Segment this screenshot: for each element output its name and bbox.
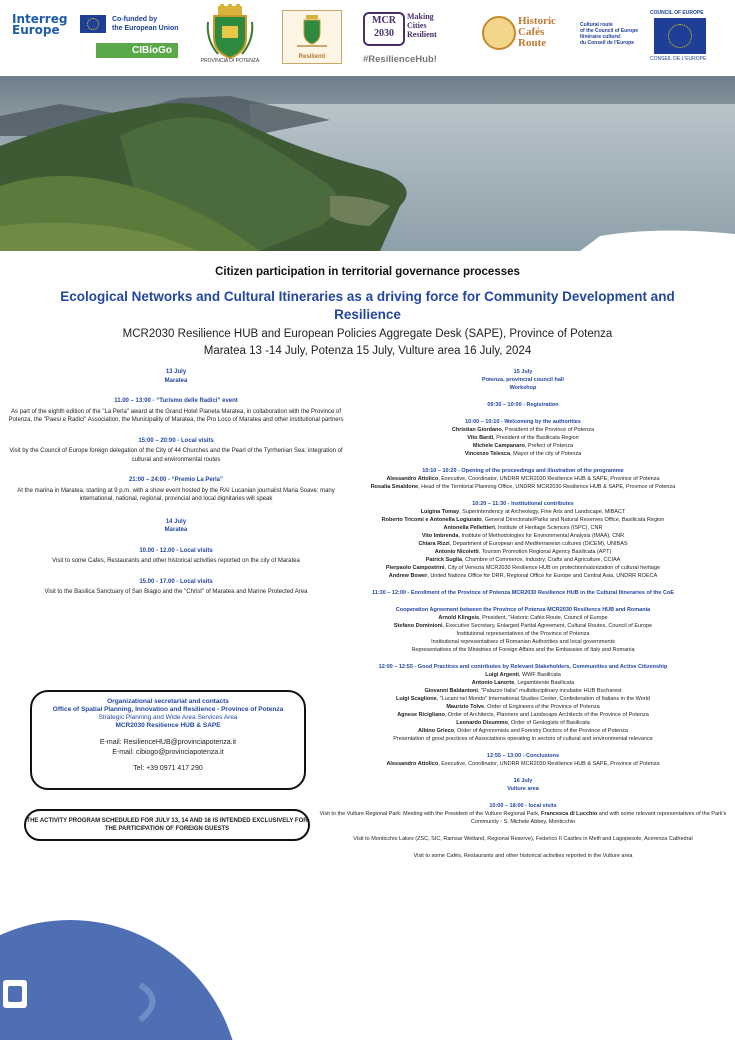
speaker-role: , President, "Historic Cafés Route, Council of Europe: [479, 615, 608, 621]
speaker-name: Christian Giordano: [451, 427, 502, 433]
contact-phone[interactable]: Tel: +39 0971 417 290: [133, 765, 203, 772]
speaker-name: Michele Campanaro: [472, 443, 525, 449]
slot-description: As part of the eighth edition of the "La Perla" award at the Grand Hotel Pianeta Maratea, in collaboration with the Province of Potenza, the "Paesi e Radici" Association, the Municipality of Maratea, the Pro Loco of Maratea and other institutional partners: [8, 408, 344, 423]
right-program-column: [316, 368, 730, 860]
speaker-name: Leonardo Disummo: [456, 720, 508, 726]
speaker-role: , Tourism Promotion Regional Agency Basilicata (APT): [478, 549, 612, 555]
speaker-name: Antonella Pellettieri: [443, 525, 495, 531]
slot-description: Visit by the Council of Europe foreign delegation of the City of 44 Churches and the Pearl of the Tyrrhenian Sea: integration of cultural and environmental routes: [9, 448, 343, 463]
eu-flag-icon: [80, 15, 106, 33]
speaker-role: , Prefect of Potenza: [524, 443, 574, 449]
speaker-role: , Executive, Coordinator, UNDRR MCR2030 Resilience HUB & SAPE, Province of Potenza: [438, 761, 660, 767]
speaker-name: Agnese Ricigliano: [397, 712, 445, 718]
enrollment-line: Institutional representatives of the Province of Potenza: [456, 631, 590, 637]
speaker-role: , Mayor of the city of Potenza: [510, 451, 582, 457]
speaker-role: , Order of Geologists of Basilicata: [507, 720, 590, 726]
speaker-line: [316, 703, 730, 711]
event-title: Ecological Networks and Cultural Itineraries as a driving force for Community Development and Resilience: [60, 289, 675, 322]
speaker-role: , City of Venezia MCR2030 Resilience HUB on protection/valorization of cultural heritage: [444, 565, 661, 571]
speaker-role: , Legambiente Basilicata: [514, 680, 575, 686]
left-program-column: [8, 368, 344, 597]
speaker-role: , Head of the Territorial Planning Office, UNDRR MCR2030 Resilience HUB & SAPE, Province of Potenza: [418, 484, 676, 490]
day-16-heading: 16 July Vulture area: [507, 778, 539, 792]
speaker-name: Vito Imbrenda: [421, 533, 459, 539]
europe-word: Europe: [12, 23, 60, 37]
speaker-name: Stefano Dominioni: [393, 623, 443, 629]
good-practice-line: Presentation of good practices of Associations operating in sectors of cultural and environmental relevance: [393, 736, 653, 742]
hcr-text: Historic Cafés Route: [518, 15, 556, 49]
slot-welcome: 10:00 – 10:10 - Welcoming by the authorities: [465, 419, 581, 425]
slot-vulture-visits: 10:00 – 18:00 - local visits: [489, 803, 557, 809]
eu-cofunded-text: Co-funded by the European Union: [112, 16, 179, 32]
foreign-guests-notice: THE ACTIVITY PROGRAM SCHEDULED FOR JULY 13, 14 AND 16 IS INTENDED EXCLUSIVELY FOR THE PARTICIPATION OF FOREIGN GUESTS: [24, 809, 310, 841]
cultural-route-text: Cultural route of the Council of Europe Itinéraire culturel du Conseil de l'Europe: [580, 22, 639, 46]
speaker-line: [316, 483, 730, 491]
slot-time: 15.00 - 17.00 - Local visits: [139, 578, 213, 585]
resilienti-crest-icon: [283, 11, 341, 49]
speaker-role: , Institute of Heritage Sciences (ISPC), CNR: [494, 525, 603, 531]
potenza-crest-icon: [204, 4, 256, 66]
speaker-role: , General Directorate/Parks and Natural Reserves Office, Basilicata Region: [481, 517, 665, 523]
speaker-line: [316, 556, 730, 564]
speaker-role: , "Lucani nel Mondo" International Studies Center, Confederation of Italians in the World: [436, 696, 650, 702]
speaker-role: , Executive, Coordinator, UNDRR MCR2030 Resilience HUB & SAPE, Province of Potenza: [438, 476, 660, 482]
speaker-line: [316, 679, 730, 687]
speaker-name: Luigi Scaglione: [396, 696, 437, 702]
slot-opening: 10:10 – 10:20 - Opening of the proceedings and illustration of the programme: [422, 468, 624, 474]
contacts-box: [30, 690, 306, 790]
speaker-line: [316, 434, 730, 442]
vulture-visit-3: Visit to some Cafés, Restaurants and other historical activities reported in the Vulture area: [413, 853, 633, 859]
speaker-role: , United Nations Office for DRR, Regional Office for Europe and Central Asia, UNDRR ROECA: [427, 573, 658, 579]
speaker-name: Chiara Rizzi: [418, 541, 450, 547]
speaker-line: [316, 548, 730, 556]
speaker-line: [316, 442, 730, 450]
speaker-line: [316, 532, 730, 540]
speaker-role: , "Palazzo Italia" multidisciplinary incubator HUB Bucharest: [477, 688, 622, 694]
speaker-line: [316, 524, 730, 532]
contacts-heading: Organizational secretariat and contacts: [107, 698, 229, 705]
logo-header: [0, 0, 735, 75]
speaker-role: , Executive Secretary, Enlarged Partial Agreement, Cultural Routes, Council of Europe: [442, 623, 653, 629]
potenza-label: PROVINCIA DI POTENZA: [200, 58, 260, 64]
speaker-name: Maurizio Tolve: [446, 704, 485, 710]
speaker-line: [316, 671, 730, 679]
resilience-hashtag: #ResilienceHub!: [363, 54, 437, 65]
coastline-photo: [0, 76, 735, 251]
day-14-heading: 14 July Maratea: [164, 518, 188, 533]
conclusion-speakers: [316, 760, 730, 768]
interreg-logo: [12, 14, 67, 36]
speaker-line: [316, 719, 730, 727]
speaker-name: Antonio Nicoletti: [434, 549, 479, 555]
speaker-name: Alessandro Attolico: [386, 761, 439, 767]
speaker-line: [316, 760, 730, 768]
slot-conclusions: 12:55 – 13:00 - Conclusions: [486, 753, 560, 759]
speaker-role: , WWF Basilicata: [518, 672, 561, 678]
welcome-speakers: [316, 426, 730, 458]
speaker-name: Vito Bardi: [467, 435, 494, 441]
speaker-line: [316, 614, 730, 622]
enrollment-speakers: [316, 614, 730, 630]
contacts-area: Strategic Planning and Wide Area Services Area: [98, 714, 238, 721]
vulture-visit-1: Visit to the Vulture Regional Park: Meeting with the President of the Vulture Regional Park, Francesca di Lucchio and with some relevant representatives of the Park's Community - S. Michele Abbey, Monticchio: [319, 811, 727, 825]
speaker-line: [316, 622, 730, 630]
speaker-name: Roberto Tricomi e Antonella Logiurato: [381, 517, 482, 523]
event-subtitle: Citizen participation in territorial governance processes: [215, 266, 520, 278]
speaker-line: [316, 475, 730, 483]
contact-email[interactable]: E-mail: ResilienceHUB@provinciapotenza.it: [99, 739, 237, 746]
speaker-name: Patrick Suglia: [425, 557, 463, 563]
coe-bottom-label: CONSEIL DE L'EUROPE: [650, 56, 707, 62]
speaker-name: Pierpaolo Campostrini: [385, 565, 445, 571]
speaker-line: [316, 564, 730, 572]
slot-time: 21:00 – 24:00 - “Premio La Perla”: [128, 477, 224, 483]
opening-speakers: [316, 475, 730, 491]
event-organizer: MCR2030 Resilience HUB and European Policies Aggregate Desk (SAPE), Province of Potenza: [122, 328, 613, 340]
decorative-shapes: [0, 860, 240, 1040]
speaker-role: , President of the Basilicata Region: [493, 435, 579, 441]
speaker-line: [316, 572, 730, 580]
speaker-role: , Institute of Methodologies for Environmental Analysis (IMAA), CNR: [458, 533, 625, 539]
speaker-line: [316, 516, 730, 524]
speaker-name: Antonio Lanorte: [471, 680, 515, 686]
speaker-line: [316, 540, 730, 548]
slot-registration: 09:30 – 10:00 - Registration: [487, 402, 559, 408]
day-13-heading: 13 July Maratea: [164, 369, 188, 384]
speaker-role: , Superintendency at Archeology, Fine Arts and Landscape, MiBACT: [459, 509, 626, 515]
contact-email[interactable]: E-mail: cibiogo@provinciapotenza.it: [112, 749, 224, 756]
slot-enrollment: 11:30 – 12:00 - Enrollment of the Province of Potenza MCR2030 Resilience HUB in the Cultural Itineraries of the CoE: [372, 590, 674, 596]
speaker-name: Albino Grieco: [417, 728, 455, 734]
event-dates: Maratea 13 -14 July, Potenza 15 July, Vulture area 16 July, 2024: [203, 345, 532, 357]
cibiogo-logo: CIBioGo: [96, 43, 178, 58]
speaker-name: Vincenzo Telesca: [464, 451, 511, 457]
slot-description: At the marina in Maratea, starting at 9 p.m. with a show event hosted by the RAI Lucanian journalist Maria Soave; many international, national, regional, provincial and local dignitaries will speak: [17, 487, 335, 502]
day-15-heading: 15 July Potenza, provincial council hall Workshop: [482, 369, 564, 391]
resilienti-logo: [282, 10, 342, 64]
institutional-speakers: [316, 508, 730, 580]
slot-time: 11.00 – 13:00 - “Turismo delle Radici” event: [114, 398, 238, 404]
cup-icon: [482, 16, 516, 50]
speaker-role: , Chambre of Commerce, Industry, Crafts and Agriculture, CCIAA: [462, 557, 621, 563]
speaker-line: [316, 727, 730, 735]
vulture-visit-2: Visit to Monticchio Lakes (ZSC, SIC, Ramsar Wetland, Regional Reserve), Federico II Castles in Melfi and Lagopesole, Acerenza Cathedral: [353, 836, 693, 842]
speaker-role: , President of the Province of Potenza: [501, 427, 595, 433]
contacts-hub: MCR2030 Resilience HUB & SAPE: [115, 722, 221, 729]
coe-flag-icon: [654, 18, 706, 54]
slot-good-practices: 12:00 – 12:55 - Good Practices and contributes by Relevant Stakeholders, Communities and Active Citizenship: [378, 664, 668, 670]
speaker-role: , Order of Agronomists and Forestry Doctors of the Province of Potenza: [454, 728, 628, 734]
speaker-line: [316, 711, 730, 719]
enrollment-line: Institutional representatives of Romanian Authorities and local governments: [431, 639, 615, 645]
speaker-role: , Order of Architects, Planners and Landscape Architects of the Province of Potenza: [444, 712, 649, 718]
speaker-line: [316, 687, 730, 695]
speaker-name: Andrew Bower: [388, 573, 428, 579]
speaker-name: Giovanni Baldantoni: [424, 688, 478, 694]
speaker-line: [316, 508, 730, 516]
speaker-name: Arnold Klingeis: [438, 615, 480, 621]
speaker-role: , Department of European and Mediterranean cultures (DiCEM), UNIBAS: [449, 541, 628, 547]
speaker-name: Luigi Argenti: [485, 672, 519, 678]
speaker-name: Luigina Tomay: [420, 509, 460, 515]
coe-top-label: COUNCIL OF EUROPE: [650, 10, 704, 16]
good-practice-speakers: [316, 671, 730, 735]
interreg-word: Interreg: [12, 12, 68, 26]
speaker-line: [316, 695, 730, 703]
slot-description: Visit to some Cafes, Restaurants and other historical activities reported on the city of Maratea: [52, 558, 300, 564]
contacts-office: Office of Spatial Planning, Innovation and Resilience - Province of Potenza: [52, 706, 284, 713]
enrollment-line: Representatives of the Ministries of Foreign Affairs and the Embassies of Italy and Romania: [411, 647, 635, 653]
slot-institutional: 10:20 – 11:30 - Institutional contributes: [472, 501, 574, 507]
resilienti-label: Resilienti: [298, 54, 326, 60]
slot-agreement: Cooperation Agreement between the Province of Potenza MCR2030 Resilience HUB and Romania: [395, 607, 651, 613]
speaker-role: , Order of Engineers of the Province of Potenza: [484, 704, 600, 710]
speaker-name: Alessandro Attolico: [386, 476, 439, 482]
mcr-box: MCR 2030: [363, 12, 405, 46]
mcr-text: Making Cities Resilient: [407, 12, 437, 39]
speaker-line: [316, 426, 730, 434]
slot-time: 10.00 - 12.00 - Local visits: [139, 547, 213, 554]
slot-time: 15:00 – 20:00 - Local visits: [138, 437, 214, 444]
slot-description: Visit to the Basilica Sanctuary of San Biagio and the "Christ" of Maratea and Marine Protected Area: [44, 589, 308, 595]
speaker-line: [316, 450, 730, 458]
speaker-name: Rosalia Smaldone: [370, 484, 419, 490]
